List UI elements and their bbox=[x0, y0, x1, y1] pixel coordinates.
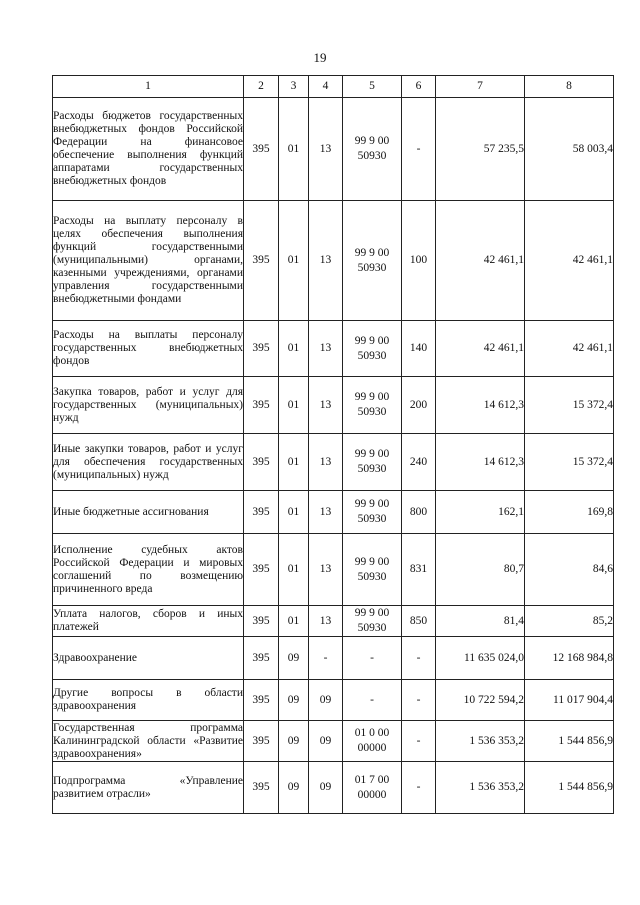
target-article-line: 50930 bbox=[357, 150, 387, 162]
expense-name-cell: Расходы бюджетов государственных внебюджетных фондов Российской Федерации на финансовое обеспечение выполнения функций аппаратами государственных внебюджетных фондов bbox=[53, 98, 244, 201]
expense-name-cell: Государственная программа Калининградской области «Развитие здравоохранения» bbox=[53, 721, 243, 760]
grbs-code-cell: 395 bbox=[244, 637, 279, 680]
target-article-line: 50930 bbox=[357, 570, 387, 583]
subsection-code-cell: 09 bbox=[309, 721, 343, 762]
table-row bbox=[53, 606, 614, 637]
subsection-code-cell: 09 bbox=[309, 680, 343, 721]
table-row bbox=[53, 377, 614, 434]
table-row bbox=[53, 321, 614, 377]
subsection-code-cell: 13 bbox=[309, 534, 343, 606]
amount-year1-cell: 57 235,5 bbox=[436, 98, 525, 201]
column-header: 2 bbox=[244, 76, 279, 98]
amount-year1-cell: 14 612,3 bbox=[436, 434, 525, 491]
grbs-code-cell: 395 bbox=[244, 491, 279, 534]
subsection-code-cell: 13 bbox=[309, 201, 343, 321]
section-code-cell: 09 bbox=[279, 762, 309, 814]
expense-type-cell: 240 bbox=[402, 434, 436, 491]
expense-type-cell: - bbox=[402, 637, 436, 680]
section-code-cell: 09 bbox=[279, 721, 309, 762]
expense-name-cell: Другие вопросы в области здравоохранения bbox=[53, 680, 244, 721]
table-row bbox=[53, 637, 614, 680]
column-header: 3 bbox=[279, 76, 309, 98]
amount-year1-cell: 80,7 bbox=[436, 534, 525, 606]
column-header: 8 bbox=[525, 76, 614, 98]
amount-year1-cell: 81,4 bbox=[436, 606, 525, 637]
target-article-line: - bbox=[370, 693, 374, 706]
target-article-cell bbox=[343, 721, 402, 762]
amount-year1-cell: 14 612,3 bbox=[436, 377, 525, 434]
amount-year1-cell: 42 461,1 bbox=[436, 321, 525, 377]
grbs-code-cell: 395 bbox=[244, 434, 279, 491]
target-article-line: 99 9 00 bbox=[354, 448, 390, 460]
amount-year2-cell: 58 003,4 bbox=[525, 98, 614, 201]
target-article-line: 00000 bbox=[357, 742, 387, 754]
expense-type-cell: - bbox=[402, 721, 436, 762]
amount-year1-cell: 42 461,1 bbox=[436, 201, 525, 321]
target-article-cell bbox=[343, 680, 402, 721]
target-article-line: 50930 bbox=[357, 622, 387, 634]
target-article-line: 99 9 00 bbox=[354, 334, 390, 347]
section-code-cell: 01 bbox=[279, 534, 309, 606]
grbs-code-cell: 395 bbox=[244, 98, 279, 201]
target-article-cell bbox=[343, 377, 402, 434]
amount-year2-cell: 85,2 bbox=[525, 606, 614, 637]
table-row bbox=[53, 721, 614, 762]
target-article-line: 50930 bbox=[357, 349, 387, 362]
target-article-line: 00000 bbox=[357, 788, 387, 801]
expense-type-cell: - bbox=[402, 680, 436, 721]
grbs-code-cell: 395 bbox=[244, 534, 279, 606]
expense-type-cell: - bbox=[402, 762, 436, 814]
target-article-cell bbox=[343, 606, 402, 637]
amount-year2-cell: 42 461,1 bbox=[525, 321, 614, 377]
target-article-line: 50930 bbox=[357, 406, 387, 418]
amount-year2-cell: 84,6 bbox=[525, 534, 614, 606]
section-code-cell: 01 bbox=[279, 606, 309, 637]
expense-type-cell: 831 bbox=[402, 534, 436, 606]
target-article-cell bbox=[343, 434, 402, 491]
target-article-cell bbox=[343, 321, 402, 377]
section-code-cell: 01 bbox=[279, 201, 309, 321]
grbs-code-cell: 395 bbox=[244, 762, 279, 814]
amount-year2-cell: 11 017 904,4 bbox=[525, 680, 614, 721]
target-article-line: 50930 bbox=[357, 463, 387, 475]
target-article-cell bbox=[343, 201, 402, 321]
table-row bbox=[53, 762, 614, 814]
grbs-code-cell: 395 bbox=[244, 606, 279, 637]
expense-name-cell: Уплата налогов, сборов и иных платежей bbox=[53, 606, 244, 637]
amount-year1-cell: 1 536 353,2 bbox=[436, 721, 525, 762]
expense-type-cell: 100 bbox=[402, 201, 436, 321]
expense-name-cell: Расходы на выплату персоналу в целях обеспечения выполнения функций государственными (муниципальными) органами, казенными учреждениями, органами управления государственными внебюджетными фондами bbox=[53, 201, 244, 321]
table-header-row bbox=[53, 76, 614, 98]
target-article-line: 01 0 00 bbox=[354, 727, 390, 739]
budget-table bbox=[52, 75, 614, 814]
page-number: 19 bbox=[313, 50, 327, 65]
table-row bbox=[53, 201, 614, 321]
expense-name-cell: Иные закупки товаров, работ и услуг для обеспечения государственных (муниципальных) нужд bbox=[53, 434, 244, 491]
section-code-cell: 09 bbox=[279, 637, 309, 680]
expense-type-cell: 140 bbox=[402, 321, 436, 377]
amount-year2-cell: 15 372,4 bbox=[525, 377, 614, 434]
expense-name-cell: Иные бюджетные ассигнования bbox=[53, 491, 244, 534]
grbs-code-cell: 395 bbox=[244, 377, 279, 434]
target-article-line: - bbox=[370, 651, 374, 664]
subsection-code-cell: 13 bbox=[309, 377, 343, 434]
target-article-cell bbox=[343, 491, 402, 534]
grbs-code-cell: 395 bbox=[244, 680, 279, 721]
section-code-cell: 09 bbox=[279, 680, 309, 721]
table-row bbox=[53, 434, 614, 491]
target-article-line: 50930 bbox=[357, 261, 387, 274]
target-article-line: 99 9 00 bbox=[354, 555, 390, 568]
target-article-cell bbox=[343, 637, 402, 680]
amount-year1-cell: 10 722 594,2 bbox=[436, 680, 525, 721]
table-row bbox=[53, 534, 614, 606]
target-article-cell bbox=[343, 98, 402, 201]
grbs-code-cell: 395 bbox=[244, 201, 279, 321]
amount-year2-cell: 12 168 984,8 bbox=[525, 637, 614, 680]
subsection-code-cell: 13 bbox=[309, 606, 343, 637]
target-article-cell bbox=[343, 534, 402, 606]
expense-name-cell: Исполнение судебных актов Российской Федерации и мировых соглашений по возмещению причиненного вреда bbox=[53, 534, 244, 606]
section-code-cell: 01 bbox=[279, 434, 309, 491]
target-article-line: 99 9 00 bbox=[354, 135, 390, 147]
table-row bbox=[53, 491, 614, 534]
column-header: 4 bbox=[309, 76, 343, 98]
expense-name-cell: Здравоохранение bbox=[53, 637, 244, 680]
grbs-code-cell: 395 bbox=[244, 721, 279, 762]
amount-year2-cell: 169,8 bbox=[525, 491, 614, 534]
subsection-code-cell: 13 bbox=[309, 98, 343, 201]
expense-type-cell: - bbox=[402, 98, 436, 201]
subsection-code-cell: 09 bbox=[309, 762, 343, 814]
section-code-cell: 01 bbox=[279, 377, 309, 434]
target-article-line: 01 7 00 bbox=[354, 773, 390, 786]
column-header: 7 bbox=[436, 76, 525, 98]
column-header: 6 bbox=[402, 76, 436, 98]
subsection-code-cell: - bbox=[309, 637, 343, 680]
amount-year2-cell: 1 544 856,9 bbox=[525, 721, 614, 762]
amount-year2-cell: 15 372,4 bbox=[525, 434, 614, 491]
column-header: 5 bbox=[343, 76, 402, 98]
target-article-line: 50930 bbox=[357, 513, 387, 525]
expense-type-cell: 850 bbox=[402, 606, 436, 637]
expense-name-cell: Закупка товаров, работ и услуг для государственных (муниципальных) нужд bbox=[53, 377, 244, 434]
section-code-cell: 01 bbox=[279, 491, 309, 534]
column-header: 1 bbox=[53, 76, 244, 98]
subsection-code-cell: 13 bbox=[309, 491, 343, 534]
expense-type-cell: 200 bbox=[402, 377, 436, 434]
subsection-code-cell: 13 bbox=[309, 321, 343, 377]
amount-year1-cell: 162,1 bbox=[436, 491, 525, 534]
expense-name-cell: Подпрограмма «Управление развитием отрасли» bbox=[53, 762, 244, 814]
target-article-line: 99 9 00 bbox=[354, 391, 390, 403]
target-article-line: 99 9 00 bbox=[354, 246, 390, 259]
amount-year1-cell: 1 536 353,2 bbox=[436, 762, 525, 814]
section-code-cell: 01 bbox=[279, 98, 309, 201]
target-article-line: 99 9 00 bbox=[354, 607, 390, 619]
amount-year2-cell: 1 544 856,9 bbox=[525, 762, 614, 814]
expense-type-cell: 800 bbox=[402, 491, 436, 534]
table-row bbox=[53, 98, 614, 201]
grbs-code-cell: 395 bbox=[244, 321, 279, 377]
section-code-cell: 01 bbox=[279, 321, 309, 377]
target-article-line: 99 9 00 bbox=[354, 498, 390, 510]
amount-year1-cell: 11 635 024,0 bbox=[436, 637, 525, 680]
subsection-code-cell: 13 bbox=[309, 434, 343, 491]
expense-name-cell: Расходы на выплаты персоналу государственных внебюджетных фондов bbox=[53, 321, 244, 377]
table-row bbox=[53, 680, 614, 721]
target-article-cell bbox=[343, 762, 402, 814]
amount-year2-cell: 42 461,1 bbox=[525, 201, 614, 321]
